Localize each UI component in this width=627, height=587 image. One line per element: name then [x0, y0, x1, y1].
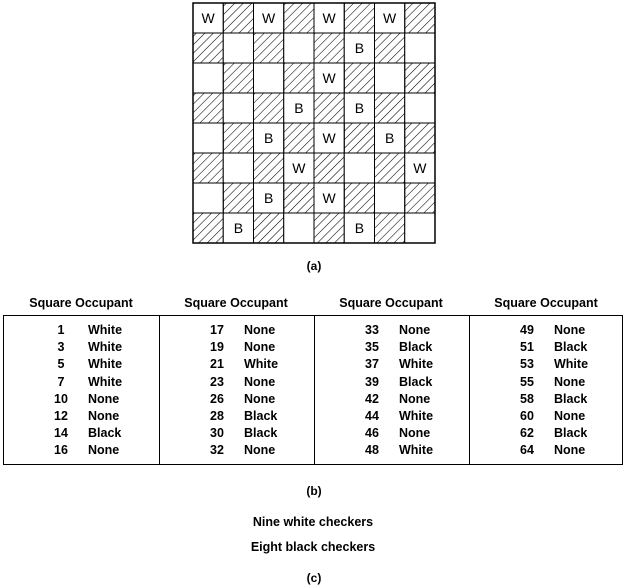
hatched-square: [375, 93, 405, 123]
square-number: 62: [520, 426, 534, 441]
table-row: [315, 443, 469, 461]
table-row: [315, 323, 469, 341]
light-square: [223, 33, 253, 63]
occupant-value: White: [399, 443, 434, 458]
occupant-value: None: [88, 443, 120, 458]
white-checker-label: W: [383, 10, 397, 26]
table-row: [470, 340, 624, 358]
square-number: 58: [520, 391, 534, 406]
square-number: 3: [57, 340, 65, 355]
table-row: [315, 375, 469, 393]
checkerboard: [0, 0, 627, 290]
table-row: [160, 340, 314, 358]
table-row: [4, 426, 159, 444]
white-count: Nine white checkers: [252, 515, 374, 529]
black-checker-label: B: [263, 130, 274, 146]
occupant-value: White: [399, 357, 434, 372]
light-square: [223, 153, 253, 183]
hatched-square: [284, 63, 314, 93]
hatched-square: [405, 63, 435, 93]
light-square: [405, 33, 435, 63]
black-checker-label: B: [354, 100, 365, 116]
table-row: [470, 409, 624, 427]
table-header-2: Square Occupant: [184, 296, 288, 310]
square-number: 32: [210, 443, 224, 458]
square-number: 51: [520, 340, 534, 355]
table-row: [160, 443, 314, 461]
square-number: 23: [210, 374, 224, 389]
light-square: [375, 63, 405, 93]
table-column-1: [4, 316, 159, 464]
table-row: [4, 392, 159, 410]
occupant-value: None: [399, 426, 431, 441]
square-number: 48: [365, 443, 379, 458]
caption-c: (c): [306, 571, 322, 585]
table-row: [315, 392, 469, 410]
table-header-3: Square Occupant: [339, 296, 443, 310]
table-row: [160, 426, 314, 444]
hatched-square: [254, 213, 284, 243]
table-column-2: [159, 316, 314, 464]
hatched-square: [405, 183, 435, 213]
black-checker-label: B: [294, 100, 304, 116]
table-row: [470, 426, 624, 444]
square-number: 17: [210, 323, 224, 337]
occupant-value: None: [399, 391, 431, 406]
hatched-square: [193, 153, 223, 183]
white-checker-label: W: [322, 10, 336, 26]
hatched-square: [375, 33, 405, 63]
white-checker-label: W: [292, 160, 306, 176]
occupant-value: Black: [88, 426, 122, 441]
occupant-value: White: [88, 323, 123, 337]
hatched-square: [284, 3, 314, 33]
occupant-value: None: [88, 409, 120, 423]
table-row: [315, 340, 469, 358]
square-number: 42: [365, 391, 379, 406]
hatched-square: [254, 93, 284, 123]
table-row: [4, 375, 159, 393]
hatched-square: [284, 183, 314, 213]
hatched-square: [344, 123, 374, 153]
table-row: [470, 392, 624, 410]
occupant-value: White: [554, 357, 589, 372]
square-number: 37: [365, 357, 379, 372]
occupant-value: None: [399, 323, 431, 337]
square-number: 33: [365, 323, 379, 337]
occupancy-table: [3, 315, 623, 465]
light-square: [284, 33, 314, 63]
occupant-value: None: [554, 409, 586, 423]
hatched-square: [193, 93, 223, 123]
occupant-value: None: [88, 391, 120, 406]
black-checker-label: B: [263, 190, 274, 206]
caption-a: (a): [306, 259, 322, 273]
light-square: [193, 123, 223, 153]
white-checker-label: W: [322, 70, 336, 86]
hatched-square: [314, 153, 344, 183]
table-row: [160, 323, 314, 341]
white-checker-label: W: [322, 130, 336, 146]
hatched-square: [375, 153, 405, 183]
square-number: 60: [520, 409, 534, 423]
black-count: Eight black checkers: [250, 540, 376, 554]
occupant-value: None: [244, 374, 276, 389]
table-header-4: Square Occupant: [494, 296, 598, 310]
hatched-square: [254, 153, 284, 183]
hatched-square: [314, 33, 344, 63]
occupant-value: None: [554, 323, 586, 337]
square-number: 5: [57, 357, 65, 372]
table-row: [470, 443, 624, 461]
table-row: [470, 323, 624, 341]
table-row: [4, 323, 159, 341]
occupant-value: Black: [399, 340, 433, 355]
black-checker-label: B: [384, 130, 395, 146]
light-square: [405, 93, 435, 123]
hatched-square: [193, 213, 223, 243]
hatched-square: [193, 33, 223, 63]
occupant-value: None: [244, 323, 276, 337]
light-square: [344, 153, 374, 183]
square-number: 46: [365, 426, 379, 441]
hatched-square: [375, 213, 405, 243]
hatched-square: [405, 123, 435, 153]
white-checker-label: W: [322, 190, 336, 206]
hatched-square: [223, 123, 253, 153]
occupant-value: White: [244, 357, 279, 372]
occupant-value: None: [244, 340, 276, 355]
hatched-square: [223, 183, 253, 213]
square-number: 16: [54, 443, 68, 458]
occupant-value: Black: [244, 426, 278, 441]
light-square: [284, 213, 314, 243]
square-number: 35: [365, 340, 379, 355]
occupant-value: Black: [554, 426, 588, 441]
table-row: [4, 340, 159, 358]
hatched-square: [314, 93, 344, 123]
caption-b: (b): [306, 484, 322, 498]
occupant-value: None: [554, 443, 586, 458]
square-number: 64: [520, 443, 534, 458]
light-square: [193, 63, 223, 93]
square-number: 12: [54, 409, 68, 423]
occupant-value: None: [244, 391, 276, 406]
light-square: [254, 63, 284, 93]
table-row: [160, 409, 314, 427]
square-number: 55: [520, 374, 534, 389]
white-checker-label: W: [262, 10, 276, 26]
hatched-square: [254, 33, 284, 63]
black-checker-label: B: [233, 220, 244, 236]
square-number: 14: [54, 426, 68, 441]
hatched-square: [344, 3, 374, 33]
black-checker-label: B: [354, 40, 365, 56]
square-number: 49: [520, 323, 534, 337]
square-number: 21: [210, 357, 224, 372]
table-column-4: [469, 316, 624, 464]
hatched-square: [344, 63, 374, 93]
hatched-square: [314, 213, 344, 243]
hatched-square: [344, 183, 374, 213]
square-number: 44: [365, 409, 379, 423]
square-number: 39: [365, 374, 379, 389]
occupant-value: Black: [244, 409, 278, 423]
hatched-square: [284, 123, 314, 153]
occupant-value: None: [244, 443, 276, 458]
square-number: 28: [210, 409, 224, 423]
light-square: [193, 183, 223, 213]
hatched-square: [223, 63, 253, 93]
hatched-square: [405, 3, 435, 33]
white-checker-label: W: [201, 10, 215, 26]
black-checker-label: B: [354, 220, 365, 236]
table-row: [4, 443, 159, 461]
occupant-value: White: [88, 357, 123, 372]
table-row: [470, 357, 624, 375]
occupant-value: White: [88, 374, 123, 389]
table-row: [160, 392, 314, 410]
occupant-value: White: [399, 409, 434, 423]
table-row: [315, 409, 469, 427]
occupant-value: Black: [554, 391, 588, 406]
square-number: 19: [210, 340, 224, 355]
light-square: [223, 93, 253, 123]
square-number: 1: [57, 323, 65, 337]
table-row: [4, 357, 159, 375]
square-number: 10: [54, 391, 68, 406]
occupant-value: White: [88, 340, 123, 355]
square-number: 30: [210, 426, 224, 441]
square-number: 7: [57, 374, 65, 389]
square-number: 26: [210, 391, 224, 406]
table-row: [315, 426, 469, 444]
table-column-3: [314, 316, 469, 464]
light-square: [405, 213, 435, 243]
table-row: [160, 357, 314, 375]
light-square: [375, 183, 405, 213]
occupant-value: Black: [554, 340, 588, 355]
table-row: [470, 375, 624, 393]
white-checker-label: W: [413, 160, 427, 176]
occupant-value: None: [554, 374, 586, 389]
square-number: 53: [520, 357, 534, 372]
table-row: [4, 409, 159, 427]
occupant-value: Black: [399, 374, 433, 389]
hatched-square: [223, 3, 253, 33]
table-row: [315, 357, 469, 375]
table-header-1: Square Occupant: [29, 296, 133, 310]
table-row: [160, 375, 314, 393]
